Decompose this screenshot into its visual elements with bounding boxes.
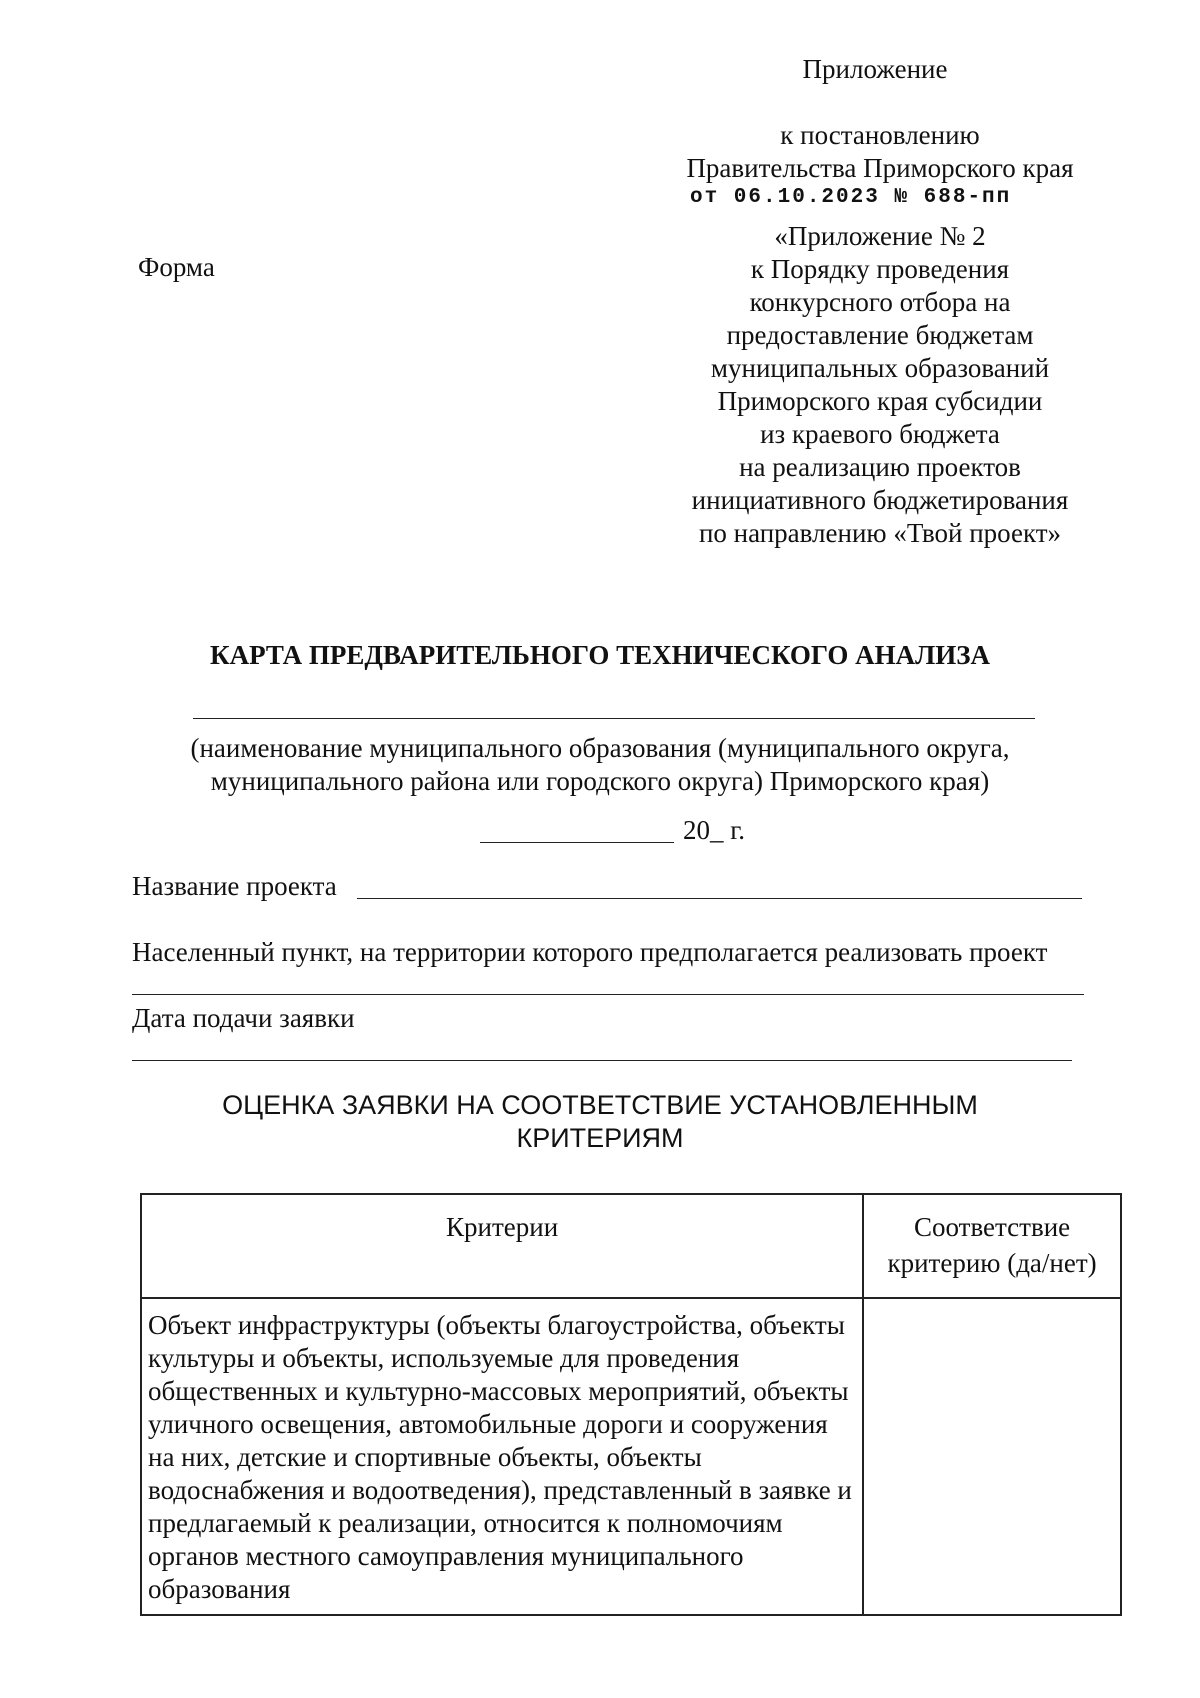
- appendix2-line: муниципальных образований: [710, 353, 1050, 383]
- document-title: КАРТА ПРЕДВАРИТЕЛЬНОГО ТЕХНИЧЕСКОГО АНАЛИЗА: [210, 640, 990, 670]
- appendix2-line: из краевого бюджета: [760, 419, 1000, 449]
- appendix2-block: [650, 220, 1110, 550]
- appendix2-line: по направлению «Твой проект»: [698, 518, 1062, 548]
- appendix2-line: конкурсного отбора на: [749, 287, 1011, 317]
- to-resolution-line1: к постановлению: [780, 120, 980, 150]
- appendix2-line: «Приложение № 2: [774, 221, 986, 251]
- submission-date-label: Дата подачи заявки: [132, 1003, 355, 1033]
- table-header-row: [141, 1194, 1121, 1298]
- compliance-cell[interactable]: [863, 1298, 1121, 1615]
- year-label: 20_ г.: [683, 815, 746, 845]
- project-name-label: Название проекта: [132, 871, 337, 901]
- project-name-line: [357, 898, 1082, 899]
- submission-date-line: [132, 1060, 1072, 1061]
- header-compliance: Соответствие критерию (да/нет): [863, 1194, 1121, 1298]
- settlement-line: [132, 994, 1084, 995]
- section-heading-line2: КРИТЕРИЯМ: [516, 1123, 684, 1153]
- to-resolution-line2: Правительства Приморского края: [686, 153, 1074, 183]
- appendix2-line: инициативного бюджетирования: [691, 485, 1069, 515]
- municipality-caption-line1: (наименование муниципального образования (муниципального округа,: [190, 733, 1010, 763]
- resolution-ref: от 06.10.2023 № 688-пп: [690, 186, 1012, 209]
- appendix2-line: предоставление бюджетам: [726, 320, 1034, 350]
- municipality-caption-line2: муниципального района или городского округа) Приморского края): [210, 766, 990, 796]
- table-row: [141, 1298, 1121, 1615]
- date-blank-line: [480, 842, 674, 843]
- section-heading-line1: ОЦЕНКА ЗАЯВКИ НА СООТВЕТСТВИЕ УСТАНОВЛЕННЫМ: [222, 1090, 978, 1120]
- municipality-blank-line: [193, 718, 1035, 719]
- settlement-label: Населенный пункт, на территории которого предполагается реализовать проект: [132, 937, 1048, 967]
- appendix2-line: к Порядку проведения: [750, 254, 1010, 284]
- form-label: Форма: [138, 252, 215, 282]
- appendix2-line: Приморского края субсидии: [717, 386, 1043, 416]
- appendix2-line: на реализацию проектов: [739, 452, 1021, 482]
- criterion-cell: Объект инфраструктуры (объекты благоустройства, объекты культуры и объекты, используемые для проведения общественных и культурно-массовых мероприятий, объекты уличного освещения, автомобильные дороги и сооружения на них, детские и спортивные объекты, объекты водоснабжения и водоотведения), представленный в заявке и предлагаемый к реализации, относится к полномочиям органов местного самоуправления муниципального образования: [141, 1298, 863, 1615]
- appendix-title: Приложение: [802, 54, 948, 84]
- header-criteria: Критерии: [141, 1194, 863, 1298]
- criteria-table: [140, 1193, 1122, 1616]
